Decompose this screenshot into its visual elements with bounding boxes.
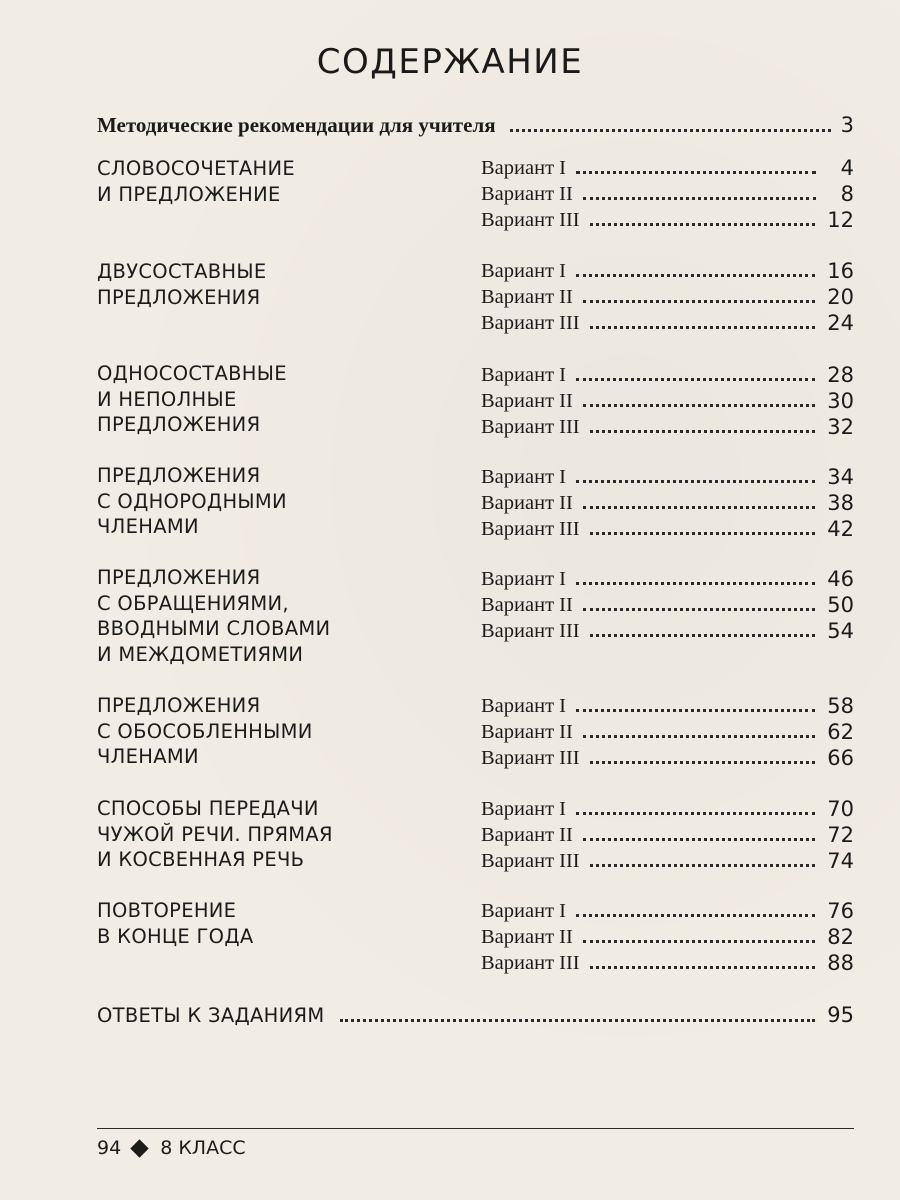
dot-leader	[590, 223, 816, 226]
toc-variant-4-2[interactable]	[481, 489, 854, 515]
variant-label: Вариант I	[481, 695, 566, 717]
variant-page-number: 88	[827, 951, 854, 975]
topic-line: СПОСОБЫ ПЕРЕДАЧИ	[97, 797, 319, 820]
dot-leader	[583, 300, 815, 303]
dot-leader	[583, 735, 815, 738]
variant-label: Вариант III	[481, 952, 580, 974]
topic-line: СЛОВОСОЧЕТАНИЕ	[97, 157, 296, 180]
dot-leader	[590, 326, 816, 329]
dot-leader	[510, 129, 831, 132]
topic-line: В КОНЦЕ ГОДА	[97, 924, 254, 948]
dot-leader	[340, 1019, 815, 1022]
toc-topic-8	[97, 898, 457, 949]
topic-line: С ОДНОРОДНЫМИ	[97, 489, 287, 513]
variant-page-number: 72	[827, 823, 854, 847]
topic-line: И ПРЕДЛОЖЕНИЕ	[97, 182, 281, 206]
toc-variant-2-2[interactable]	[481, 283, 854, 309]
variant-page-number: 82	[827, 925, 854, 949]
dot-leader	[576, 480, 815, 483]
topic-line: ЧЛЕНАМИ	[97, 745, 199, 768]
topic-line: ПРЕДЛОЖЕНИЯ	[97, 566, 261, 589]
variant-page-number: 8	[840, 182, 854, 206]
variant-label: Вариант III	[481, 850, 580, 872]
toc-topic-7	[97, 796, 457, 873]
toc-variant-5-3[interactable]	[481, 617, 854, 643]
toc-variant-2-1[interactable]	[481, 257, 854, 283]
dot-leader	[590, 532, 816, 535]
topic-line: ПРЕДЛОЖЕНИЯ	[97, 285, 261, 309]
dot-leader	[590, 761, 816, 764]
toc-variant-5-1[interactable]	[481, 565, 854, 591]
variant-label: Вариант II	[481, 824, 573, 846]
variant-label: Вариант III	[481, 416, 580, 438]
topic-line: И МЕЖДОМЕТИЯМИ	[97, 642, 304, 666]
toc-variant-3-3[interactable]	[481, 413, 854, 439]
topic-line: И КОСВЕННАЯ РЕЧЬ	[97, 848, 305, 871]
variant-label: Вариант I	[481, 568, 566, 590]
toc-variant-3-2[interactable]	[481, 387, 854, 413]
topic-line: ПРЕДЛОЖЕНИЯ	[97, 464, 261, 487]
variant-label: Вариант II	[481, 926, 573, 948]
topic-line: С ОБРАЩЕНИЯМИ,	[97, 591, 289, 615]
toc-topic-2	[97, 259, 457, 310]
variant-page-number: 12	[827, 208, 854, 232]
toc-variant-6-1[interactable]	[481, 692, 854, 718]
toc-variant-4-1[interactable]	[481, 463, 854, 489]
toc-variant-5-2[interactable]	[481, 591, 854, 617]
dot-leader	[576, 171, 816, 174]
variant-page-number: 76	[827, 899, 854, 923]
toc-page-number: 95	[827, 1003, 854, 1027]
dot-leader	[576, 378, 815, 381]
variant-label: Вариант I	[481, 260, 566, 282]
page-footer	[97, 1137, 246, 1159]
variant-page-number: 30	[827, 389, 854, 413]
variant-page-number: 20	[827, 285, 854, 309]
toc-topic-5	[97, 565, 457, 667]
topic-line: ПОВТОРЕНИЕ	[97, 899, 237, 922]
variant-page-number: 42	[827, 517, 854, 541]
variant-page-number: 46	[827, 567, 854, 591]
topic-line: С ОБОСОБЛЕННЫМИ	[97, 719, 313, 743]
toc-entry-answers[interactable]	[97, 998, 854, 1028]
footer-page-number: 94	[97, 1137, 122, 1159]
variant-page-number: 32	[827, 415, 854, 439]
page-title: СОДЕРЖАНИЕ	[316, 42, 584, 82]
toc-variant-7-3[interactable]	[481, 847, 854, 873]
dot-leader	[590, 634, 816, 637]
toc-entry-label: Методические рекомендации для учителя	[97, 113, 496, 137]
variant-label: Вариант III	[481, 747, 580, 769]
variant-label: Вариант III	[481, 620, 580, 642]
dot-leader	[576, 914, 815, 917]
topic-line: ЧУЖОЙ РЕЧИ. ПРЯМАЯ	[97, 822, 333, 846]
toc-variant-8-1[interactable]	[481, 897, 854, 923]
dot-leader	[583, 940, 815, 943]
toc-entry-label: ОТВЕТЫ К ЗАДАНИЯМ	[97, 1004, 325, 1027]
variant-page-number: 34	[827, 465, 854, 489]
variant-label: Вариант I	[481, 364, 566, 386]
variant-page-number: 58	[827, 694, 854, 718]
topic-line: ПРЕДЛОЖЕНИЯ	[97, 413, 261, 436]
toc-topic-4	[97, 463, 457, 540]
dot-leader	[583, 404, 815, 407]
variant-page-number: 54	[827, 619, 854, 643]
toc-variant-1-3[interactable]	[481, 206, 854, 232]
toc-topic-1	[97, 156, 457, 207]
variant-label: Вариант II	[481, 492, 573, 514]
topic-line: ДВУСОСТАВНЫЕ	[97, 260, 267, 283]
toc-entry-method[interactable]	[97, 108, 854, 138]
variant-page-number: 24	[827, 311, 854, 335]
toc-topic-6	[97, 693, 457, 770]
variant-label: Вариант I	[481, 157, 566, 179]
toc-variant-7-2[interactable]	[481, 821, 854, 847]
variant-page-number: 66	[827, 746, 854, 770]
toc-variant-6-2[interactable]	[481, 718, 854, 744]
toc-variant-6-3[interactable]	[481, 744, 854, 770]
dot-leader	[576, 812, 815, 815]
variant-label: Вариант III	[481, 209, 580, 231]
variant-page-number: 16	[827, 259, 854, 283]
topic-line: ВВОДНЫМИ СЛОВАМИ	[97, 617, 331, 640]
variant-label: Вариант III	[481, 312, 580, 334]
topic-line: ОДНОСОСТАВНЫЕ	[97, 362, 287, 385]
dot-leader	[583, 197, 816, 200]
topic-line: ЧЛЕНАМИ	[97, 515, 199, 538]
toc-variant-1-2[interactable]	[481, 180, 854, 206]
variant-label: Вариант II	[481, 286, 573, 308]
toc-variant-8-3[interactable]	[481, 949, 854, 975]
toc-variant-1-1[interactable]	[481, 154, 854, 180]
variant-page-number: 28	[827, 363, 854, 387]
variant-page-number: 4	[840, 156, 854, 180]
toc-topic-3	[97, 361, 457, 438]
variant-page-number: 74	[827, 849, 854, 873]
variant-page-number: 70	[827, 797, 854, 821]
variant-label: Вариант I	[481, 798, 566, 820]
toc-variant-8-2[interactable]	[481, 923, 854, 949]
variant-label: Вариант II	[481, 183, 573, 205]
dot-leader	[590, 864, 816, 867]
dot-leader	[590, 966, 816, 969]
diamond-icon	[130, 1139, 148, 1157]
toc-variant-4-3[interactable]	[481, 515, 854, 541]
footer-grade: 8 КЛАСС	[160, 1137, 246, 1159]
variant-label: Вариант II	[481, 594, 573, 616]
variant-label: Вариант II	[481, 390, 573, 412]
variant-label: Вариант I	[481, 466, 566, 488]
topic-line: ПРЕДЛОЖЕНИЯ	[97, 694, 261, 717]
variant-label: Вариант I	[481, 900, 566, 922]
variant-page-number: 62	[827, 720, 854, 744]
variant-page-number: 38	[827, 491, 854, 515]
dot-leader	[583, 608, 815, 611]
dot-leader	[583, 506, 815, 509]
dot-leader	[590, 430, 816, 433]
footer-divider	[97, 1128, 854, 1129]
dot-leader	[583, 838, 815, 841]
toc-page-number: 3	[840, 113, 854, 137]
toc-variant-2-3[interactable]	[481, 309, 854, 335]
topic-line: И НЕПОЛНЫЕ	[97, 387, 237, 411]
dot-leader	[576, 274, 815, 277]
dot-leader	[576, 709, 815, 712]
variant-label: Вариант III	[481, 518, 580, 540]
toc-variant-7-1[interactable]	[481, 795, 854, 821]
variant-page-number: 50	[827, 593, 854, 617]
toc-variant-3-1[interactable]	[481, 361, 854, 387]
variant-label: Вариант II	[481, 721, 573, 743]
dot-leader	[576, 582, 815, 585]
